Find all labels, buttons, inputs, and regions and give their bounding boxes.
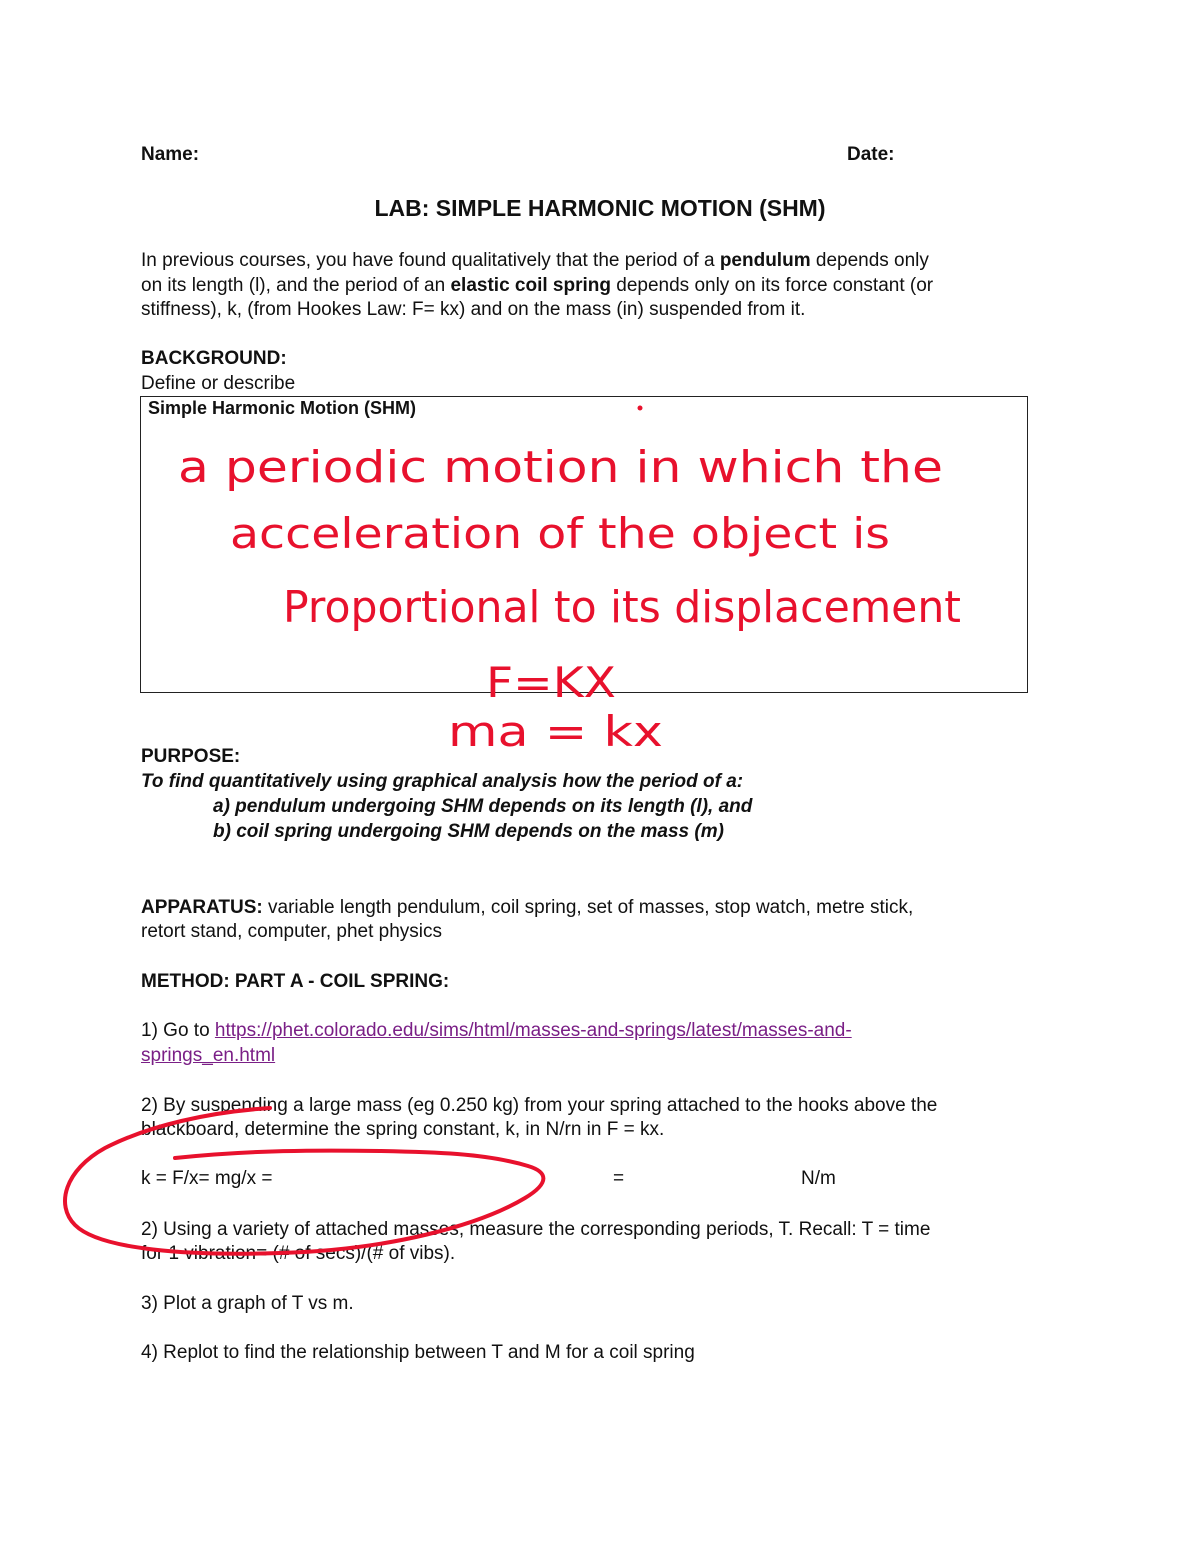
answer-box[interactable] [140,396,1028,693]
step-2a-line-1: 2) By suspending a large mass (eg 0.250 kg) from your spring attached to the hooks above the [141,1095,938,1116]
background-heading: BACKGROUND: [141,348,287,369]
step-1: 1) Go to https://phet.colorado.edu/sims/html/masses-and-springs/latest/masses-and- [141,1020,852,1041]
method-heading: METHOD: PART A - COIL SPRING: [141,971,450,992]
handwritten-line-3: Proportional to its displacement [283,582,961,633]
answer-box-label: Simple Harmonic Motion (SHM) [148,398,417,418]
intro-line-1: In previous courses, you have found qualitatively that the period of a pendulum depends only [141,250,929,271]
step-2b-line-1: 2) Using a variety of attached masses, measure the corresponding periods, T. Recall: T = time [141,1219,931,1240]
handwritten-line-1: a periodic motion in which the [178,442,943,493]
purpose-line-2: a) pendulum undergoing SHM depends on its length (l), and [213,796,753,817]
intro-line-3: stiffness), k, (from Hookes Law: F= kx) and on the mass (in) suspended from it. [141,299,806,320]
purpose-line-1: To find quantitatively using graphical analysis how the period of a: [141,771,744,792]
phet-link[interactable]: https://phet.colorado.edu/sims/html/masses-and-springs/latest/masses-and- [214,1020,852,1041]
phet-link-cont[interactable]: springs_en.html [141,1045,276,1066]
step-2b-line-2: for 1 vibration= (# of secs)/(# of vibs). [141,1243,456,1264]
apparatus-line-1: APPARATUS: variable length pendulum, coil spring, set of masses, stop watch, metre stick, [141,897,914,918]
date-label: Date: [847,144,895,165]
handwritten-line-5: ma = kx [448,707,663,756]
page-title: LAB: SIMPLE HARMONIC MOTION (SHM) [374,195,826,221]
formula-unit: N/m [801,1168,836,1189]
background-instruction: Define or describe [141,373,296,394]
purpose-line-3: b) coil spring undergoing SHM depends on the mass (m) [213,821,724,842]
apparatus-line-2: retort stand, computer, phet physics [141,921,442,942]
purpose-heading: PURPOSE: [141,746,241,767]
step-1-link-cont [141,1045,275,1067]
name-label: Name: [141,144,200,165]
step-2a-line-2: blackboard, determine the spring constant, k, in N/rn in F = kx. [141,1119,665,1140]
handwritten-line-2: acceleration of the object is [230,509,890,558]
formula-left: k = F/x= mg/x = [141,1168,273,1189]
step-3: 3) Plot a graph of T vs m. [141,1293,354,1314]
formula-equals: = [613,1168,625,1189]
handwritten-line-4: F=KX [486,658,616,707]
intro-line-2: on its length (l), and the period of an elastic coil spring depends only on its force constant (or [141,275,934,296]
step-4: 4) Replot to find the relationship between T and M for a coil spring [141,1342,695,1363]
